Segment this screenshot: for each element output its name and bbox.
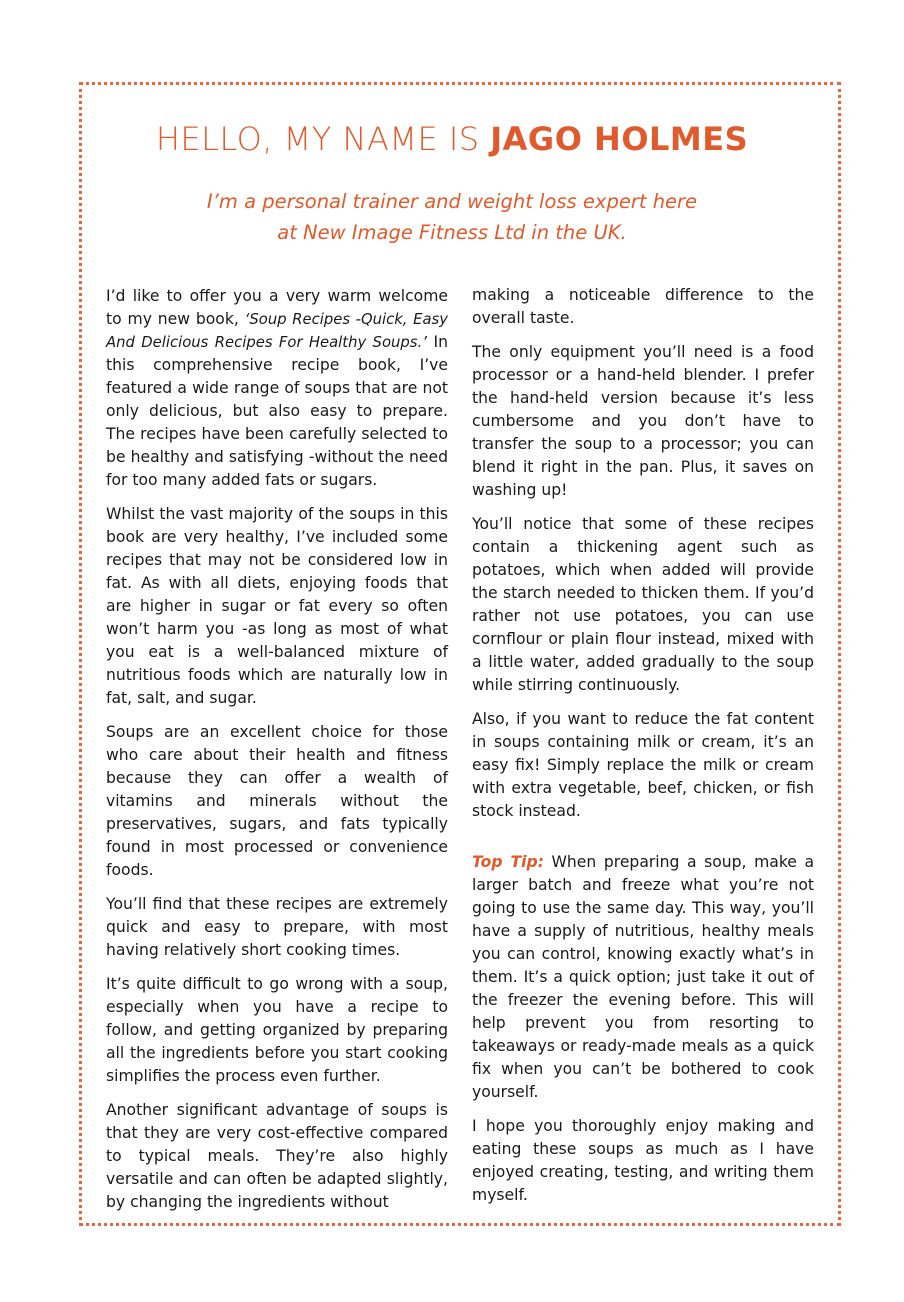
title-prefix: HELLO, MY NAME IS — [155, 120, 491, 158]
subtitle-line-1: I’m a personal trainer and weight loss expert here — [206, 190, 698, 213]
left-column — [106, 285, 448, 1225]
top-tip-text: When preparing a soup, make a larger batch and freeze what you’re not going to use the same day. This way, you’ll have a supply of nutritious, healthy meals you can control, knowing exactly what’s in them. It’s a quick option; just take it out of the freezer the evening before. This will help prevent you from resorting to takeaways or ready-made meals as a quick fix when you can’t be bothered to cook yourself. — [472, 853, 815, 1101]
quick-easy-paragraph: You’ll find that these recipes are extremely quick and easy to prepare, with most having relatively short cooking times. — [106, 895, 448, 959]
soups-choice-paragraph: Soups are an excellent choice for those who care about their health and fitness because they can offer a wealth of vitamins and minerals without the preservatives, sugars, and fats typically found in most processed or convenience foods. — [106, 723, 448, 879]
book-title: ‘Soup Recipes -Quick, Easy And Delicious Recipes For Healthy Soups.’ — [106, 311, 448, 351]
continued-paragraph: making a noticeable difference to the overall taste. — [472, 286, 814, 327]
subtitle — [0, 186, 904, 248]
spacer — [472, 834, 814, 851]
subtitle-line-2: at New Image Fitness Ltd in the UK. — [277, 221, 627, 244]
fat-content-paragraph: Also, if you want to reduce the fat content in soups containing milk or cream, it’s an easy fix! Simply replace the milk or cream with extra vegetable, beef, chicken, or fish stock instead. — [472, 710, 814, 820]
hard-to-go-wrong-paragraph: It’s quite difficult to go wrong with a soup, especially when you have a recipe to follow, and getting organized by preparing all the ingredients before you start cooking simplifies the process even further. — [106, 975, 448, 1085]
closing-paragraph: I hope you thoroughly enjoy making and eating these soups as much as I have enjoyed creating, testing, and writing them myself. — [472, 1117, 814, 1204]
welcome-intro: I’d like to offer you a very warm welcome to my new book, — [106, 287, 448, 328]
cost-effective-paragraph: Another significant advantage of soups is that they are very cost-effective compared to typical meals. They’re also highly versatile and can often be adapted slightly, by changing the ingredients without — [106, 1101, 448, 1211]
thickening-paragraph: You’ll notice that some of these recipes contain a thickening agent such as potatoes, which when added will provide the starch needed to thicken them. If you’d rather not use potatoes, you can use cornflour or plain flour instead, mixed with a little water, added gradually to the soup while stirring continuously. — [472, 515, 814, 694]
top-tip-label: Top Tip: — [472, 853, 544, 871]
page-title — [0, 120, 904, 158]
top-tip-paragraph — [472, 851, 814, 1104]
equipment-paragraph: The only equipment you’ll need is a food processor or a hand-held blender. I prefer the hand-held version because it’s less cumbersome and you don’t have to transfer the soup to a processor; you can blend it right in the pan. Plus, it saves on washing up! — [472, 343, 814, 499]
health-paragraph: Whilst the vast majority of the soups in this book are very healthy, I’ve included some recipes that may not be considered low in fat. As with all diets, enjoying foods that are higher in sugar or fat every so often won’t harm you -as long as most of what you eat is a well-balanced mixture of nutritious foods which are naturally low in fat, salt, and sugar. — [106, 505, 448, 707]
author-name: JAGO HOLMES — [490, 120, 749, 158]
welcome-paragraph — [106, 285, 448, 492]
welcome-rest: In this comprehensive recipe book, I’ve featured a wide range of soups that are not only delicious, but also easy to prepare. The recipes have been carefully selected to be healthy and satisfying -without the need for too many added fats or sugars. — [106, 333, 448, 489]
right-column — [472, 284, 814, 1218]
